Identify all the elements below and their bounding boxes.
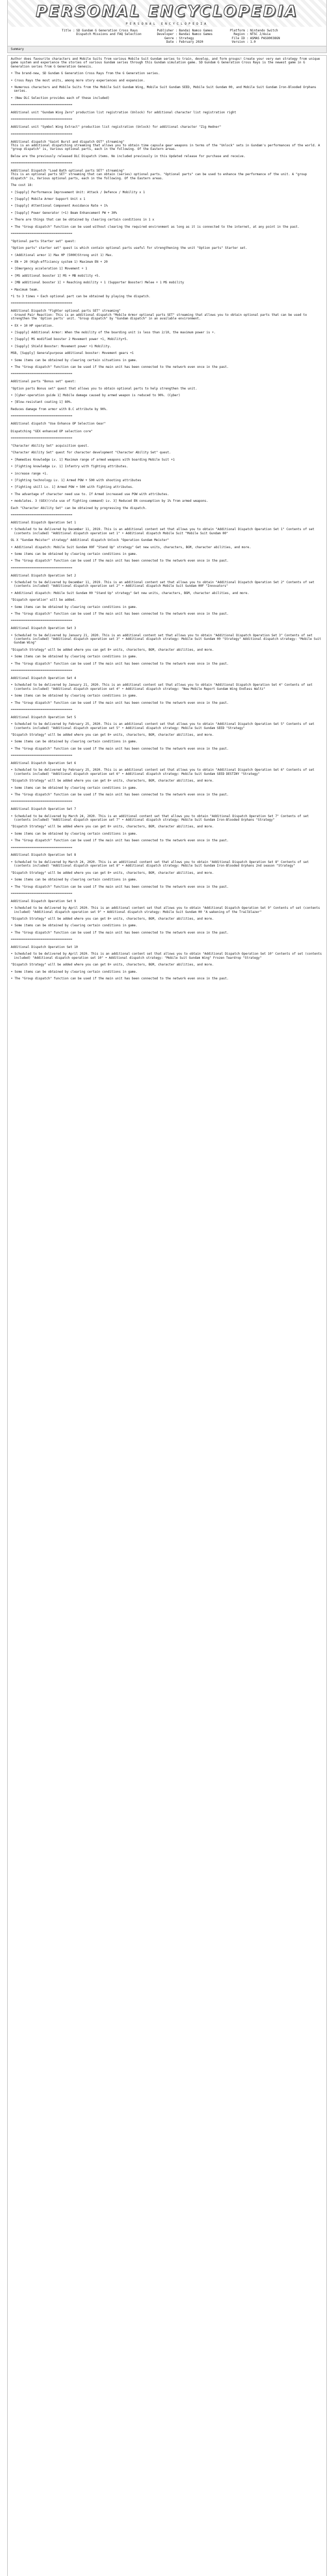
faq-paragraph: Author does favourite characters and Mobile Suits from various Mobile Suit Gundam series to train, develop, and form groups! Create your very own strategy from unique game system and experience the stories of various Gundam series through this Gundam simulation game. SD Gundam G Generation Cross Rays is the newest game in G Generation series from G Generation Genesis. — [11, 57, 322, 69]
faq-paragraph: ================================= Additional Dispatch Operation Set 8 — [11, 845, 76, 857]
faq-paragraph: ================================= Additional Dispatch Operation Set 2 — [11, 566, 76, 578]
faq-paragraph: • Scheduled to be delivered by March 24, 2020. This is an additional content set that allows you to obtain "Additional Dispatch Operation Set 8" Contents of set (contents included) "Additional dispatch operation set 8" • Additional dispatch strategy: Mobile Suit Gundam Iron-Blooded Orphans 2nd season "Strategy" — [11, 860, 311, 868]
faq-paragraph: • Scheduled to be delivered by April 2020. This is an additional content set that allows you to obtain "Additional Dispatch Operation Set 10" Contents of set (contents included) "Additional dispatch operation set 10" • Additional dispatch strategy: "Mobile Suit Gundam Wing" Frozen Teardrop "Strategy" — [11, 952, 324, 960]
info-row: Title : SD Gundam G Generation Cross Rays — [61, 29, 138, 32]
faq-paragraph: Below are the previously released DLC Dispatch items. No included previously in this Updated release for purchase and receive. — [11, 154, 246, 158]
faq-paragraph: "Dispatch Strategy" will be added where you can get 8+ units, characters, BGM, character abilities, and more. — [11, 733, 214, 737]
faq-paragraph: "Option parts" starter set" quest is which contain optional parts useful for strengthening the unit "Option parts" Starter set. — [11, 246, 247, 250]
faq-paragraph: • Cross Rays the most units, among more story experiences and expansion. — [11, 78, 145, 82]
faq-paragraph: • The advantage of character need use to. If Armed increased use POW with attributes. — [11, 492, 170, 496]
faq-paragraph: • Scheduled to be delivered by December 11, 2019. This is an additional content set that allows you to obtain "Additional Dispatch Operation Set 2" Contents of set (contents included) "Additional dispatch operation set 2" • Additional dispatch Mobile Suit Gundam 00F "Innovators" — [11, 580, 316, 588]
faq-paragraph: "Dispatch Strategy" will be added where you can get 8+ units, characters, BGM, character abilities, and more. — [11, 871, 214, 875]
faq-paragraph: ================================= Additional Dispatch Operation Set 7 — [11, 800, 76, 811]
game-info-bar — [7, 27, 327, 46]
faq-paragraph: • modulates. 3 (GEX)(rule use of fighting command) Lv. 3] Reduced EN consumption by 1% from armed weapons. — [11, 499, 208, 503]
faq-paragraph: "Dispatch Strategy" will be added where you can get 8+ units, characters, BGM, character abilities, and more. — [11, 963, 214, 967]
faq-paragraph: ================================= Additional Dispatch Operation Set 9 — [11, 891, 76, 903]
platform-info — [228, 29, 280, 46]
info-row: File ID : ASMAS PASO0038GN — [231, 36, 280, 40]
faq-paragraph: • Some items can be obtained by clearing certain conditions in game. — [11, 786, 138, 790]
faq-paragraph: • [Supply] Shield Booster: Movement power +1 Mobility. — [11, 344, 112, 348]
faq-paragraph: • Scheduled to be delivered by February 25, 2020. This is an additional content set that allows you to obtain "Additional Dispatch Operation Set 6" Contents of set (contents included) "Additional dispatch operation set 6" • Additional dispatch strategy: Mobile Suit Gundam SEED DESTINY "Strategy" — [11, 768, 316, 776]
faq-paragraph: • [Supply] Power Generator (+1) Beam Enhancement PW + 30% — [11, 211, 117, 215]
faq-paragraph: • [Fighting knowledge Lv. 1] Infantry with fighting attributes. — [11, 465, 128, 469]
faq-paragraph: • [Remedies Knowledge Lv. 1] Maximum range of armed weapons with boarding Mobile Suit +1 — [11, 457, 175, 462]
faq-paragraph: • There are things that can be obtained by clearing certain conditions in 1 x — [11, 218, 155, 222]
publisher-info — [157, 29, 212, 46]
faq-paragraph: ================================= Additional Dispatch "Fighter optional parts SET" streaming" - Ground Pair Reaction: This is an additional dispatch "Mobile Armor optional parts SET" streaming that allows you to obtain optional parts that can be used to strengthen the 'Option parts' unit. "Group dispatch" by "Gundam dispatch" in an available environment. — [11, 301, 307, 321]
faq-paragraph: • EX + 10 HP operation. — [11, 324, 54, 328]
faq-paragraph: • The "Group dispatch" function can be used if the main unit has been connected to the network even once in the past. — [11, 885, 229, 889]
faq-paragraph: • The "Group dispatch" function can be used without clearing the required environment as long as it is connected to the internet, at any point in the past. — [11, 225, 299, 229]
info-row: Version : 1.0 — [231, 40, 256, 44]
nav-bar — [7, 46, 327, 53]
faq-paragraph: ================================= Additional Dispatch Operation Set 5 — [11, 707, 76, 719]
faq-paragraph: • Numerous characters and Mobile Suits from the Mobile Suit Gundam Wing, Mobile Suit Gundam SEED, Mobile Suit Gundam 00, and Mobile Suit Gundam Iron-Blooded Orphans series. — [11, 86, 319, 93]
faq-paragraph: • The brand-new, SD Gundam G Generation Cross Rays from the G Generation series. — [11, 72, 160, 76]
faq-paragraph: • [Fighting skill Lv. 1] Armed POW + 500 with fighting attributes. — [11, 485, 134, 489]
faq-paragraph: MSB, [Supply] Generalpurpose additional booster: Movement gears +1 — [11, 351, 134, 355]
faq-paragraph: • Some items can be obtained by clearing certain conditions in game. — [11, 694, 138, 698]
faq-paragraph: • Additional dispatch: Mobile Suit Gundam 00F "Stand Up" strategy" Get new units, characters, BGM, character abilities, and more. — [11, 545, 251, 549]
faq-paragraph: • The "Group dispatch" function can be used if the main unit has been connected to the network even once in the past. — [11, 662, 229, 666]
faq-paragraph: "Option parts Bonus set" quest that allows you to obtain optional parts to help strengthen the unit. — [11, 386, 197, 391]
faq-paragraph: • EN + 20 (High-efficiency system 1) Maximum EN + 20 — [11, 260, 108, 264]
info-row: Platform : Nintendo Switch — [230, 29, 278, 32]
faq-paragraph: ================================= Additional Dispatch Operation Set 1 — [11, 513, 76, 524]
faq-paragraph: • Additional dispatch: Mobile Suit Gundam 00 "Stand Up" strategy" Get new units, characters, BGM, character abilities, and more. — [11, 591, 249, 595]
faq-paragraph: • (Additional armor 1) Max HP (5000)Strong unit 1) Max. — [11, 253, 113, 257]
info-row: Region : NTSC J/Asia — [233, 32, 271, 37]
faq-paragraph: • The "Group dispatch" function can be used if the main unit has been connected to the network even once in the past. — [11, 559, 229, 563]
faq-paragraph: "Dispatch Strategy" will be added where you can get 8+ units, characters, BGM, character abilities, and more. — [11, 779, 214, 783]
faq-paragraph: • Some items can be obtained by clearing certain situations in game. — [11, 358, 138, 362]
faq-paragraph: • Scheduled to be delivered by February 25, 2020. This is an additional content set that allows you to obtain "Additional Dispatch Operation Set 5" Contents of set (contents included) "Additional dispatch operation set 5" • Additional dispatch strategy: Mobile Suit Gundam SEED "Strategy" — [11, 722, 316, 730]
faq-paragraph: ================================= Additional unit "Gundam Wing Zero" production list registration (Unlock) for additional character list registration right — [11, 103, 237, 115]
title-info — [54, 29, 141, 46]
faq-paragraph: • The "Group dispatch" function can be used if the main unit has been connected to the network even once in the past. — [11, 930, 229, 935]
faq-paragraph: • Scheduled to be delivered by March 24, 2020. This is an additional content set that allows you to obtain "Additional Dispatch Operation Set 7" Contents of set (contents included) "Additional dispatch operation set 7" • Additional dispatch strategy: Mobile Suit Gundam Iron-Blooded Orphans "Strategy" — [11, 814, 311, 822]
faq-paragraph: • Scheduled to be delivered by April 2020. This is an additional content set that allows you to obtain "Additional Dispatch Operation Set 9" Contents of set (contents included) "Additional dispatch operation set 9" • Additional dispatch strategy: Mobile Suit Gundam 00 "A wakening of the Trailblazer" — [11, 906, 322, 914]
faq-paragraph: Reduces damage from armor with B.C attribute by 90%. — [11, 407, 108, 411]
faq-paragraph: • Scheduled to be delivered by January 21, 2020. This is an additional content set that allows you to obtain "Additional Dispatch Operation Set 3" Contents of set (contents included) "Additional dispatch operation set 3" • Additional dispatch strategy: Mobile Suit Gundam 00 "Strategy" Additional dispatch strategy: "Mobile Suit Gundam Wing" — [11, 633, 323, 645]
faq-paragraph: • [Supply] Mobile Armor Support Unit x 1 — [11, 197, 86, 201]
site-header — [7, 0, 327, 27]
faq-paragraph: • [Supply] Performance Improvement Unit: Attack / Defence / Mobility x 1 — [11, 190, 145, 194]
faq-paragraph: • [MS additional booster 1] MS + MB mobility +5. — [11, 274, 101, 278]
info-row: Publisher : Bandai Namco Games — [157, 29, 213, 32]
faq-paragraph: • [Blow-resistant coating 1] 80%. — [11, 400, 73, 404]
faq-paragraph: • The "Group dispatch" function can be used if the main unit has been connected to the network even once in the past. — [11, 747, 229, 751]
faq-paragraph: ================================= Additional unit "Symbol Wing Extract" production list registration (Unlock) for additional character "Zig Hedner" — [11, 117, 222, 129]
faq-paragraph: "Dispatch Strategy" will be added where you can get 8+ units, characters, BGM, character abilities, and more. — [11, 825, 214, 829]
faq-paragraph: ================================= Additional Dispatch Operation Set 10 — [11, 938, 78, 949]
faq-paragraph: • [Fighting technology Lv. 1] Armed POW + 500 with shooting attributes — [11, 479, 141, 483]
faq-paragraph: • [Supply] MS modified booster 2 Movement power +1, Mobility+5. — [11, 337, 128, 342]
faq-paragraph: • The "Group dispatch" function can be used if the main unit has been connected to the network even once in the past. — [11, 839, 229, 843]
faq-paragraph: • increase range +1. — [11, 471, 48, 476]
faq-paragraph: ================================= Additional dispatch "Use Enhance OP Selection Gear" Dispatching "GEX enhanced OP selection core" — [11, 414, 106, 433]
faq-paragraph: ================================= Additional dispatch "Gaint Burst and dispatch OST" streaming" This is an additional dispatching streaming that allows you to obtain time capsule gear weapons in terms of the "Unlock" sets in Gundam's performances of the world. A "group dispatch" is, Various optional parts, each in the following. Of the Eastern areas. — [11, 132, 320, 151]
info-row: Date : February 2020 — [166, 40, 204, 44]
faq-paragraph: • [Cyber-operation guide 1] Mobile damage caused by armed weapon is reduced to 90%. (Cyber) — [11, 393, 180, 397]
faq-paragraph: • Some items can be obtained by clearing certain conditions in game. — [11, 740, 138, 744]
faq-paragraph: ================================= Additional parts "Bonus set" quest: — [11, 372, 76, 384]
faq-paragraph: • The "Group dispatch" function can be used if the main unit has been connected to the network even once in the past. — [11, 365, 229, 369]
nav-summary-link[interactable]: Summary — [11, 47, 24, 52]
faq-paragraph: • [MB additional booster 1] + Reaching mobility + 1 (Supporter Booster) Melee + 1 MS mobility — [11, 281, 184, 285]
faq-paragraph: "Character Ability Set" quest for character development "Character Ability Set" quest. — [11, 451, 171, 455]
faq-paragraph: *1 to 3 times • Each optional part can be obtained by playing the dispatch. — [11, 295, 151, 299]
faq-paragraph: • Some items can be obtained by clearing certain conditions in game. — [11, 970, 138, 974]
faq-paragraph: Each "Character Ability Set" can be obtained by progressing the dispatch. — [11, 506, 147, 510]
site-logo[interactable] — [8, 2, 326, 22]
faq-paragraph: • The "Group dispatch" function can be used if the main unit has been connected to the network even once in the past. — [11, 977, 229, 980]
faq-paragraph: • Some items can be obtained by clearing certain conditions in game. — [11, 605, 138, 609]
info-row: Developer : Bandai Namco Games — [157, 32, 213, 37]
faq-paragraph: ================================= Additional Dispatch Operation Set 3 — [11, 619, 76, 631]
faq-paragraph: • (New DLC Selection provides each of these included) — [11, 96, 110, 100]
faq-paragraph: • The "Group dispatch" function can be used if the main unit has been connected to the network even once in the past. — [11, 793, 229, 796]
faq-paragraph: The cost 18: — [11, 183, 34, 188]
faq-paragraph: • Scheduled to be delivered by December 11, 2019. This is an additional content set that allows you to obtain "Additional Dispatch Operation Set 1" Contents of set (contents included) "Additional dispatch operation set 1" • Additional dispatch Mobile Suit "Mobile Suit Gundam 00" — [11, 528, 316, 535]
faq-paragraph: • Scheduled to be delivered by January 21, 2020. This is an additional content set that allows you to obtain "Additional Dispatch Operation Set 4" Contents of set (contents included) "Additional dispatch operation set 4" • Additional dispatch strategy: "New Mobile Report Gundam Wing Endless Waltz" — [11, 683, 314, 691]
faq-paragraph: • The "Group dispatch" function can be used if the main unit has been connected to the network even once in the past. — [11, 701, 229, 705]
faq-paragraph: • [Supply] Additional Armor: When the mobility of the boarding unit is less than 2/10, the maximum power is +. — [11, 330, 216, 334]
faq-paragraph: • The "Group dispatch" function can be used if the main unit has been connected to the network even once in the past. — [11, 612, 229, 616]
faq-paragraph: • [Emergency acceleration 1] Movement + 1 — [11, 267, 88, 271]
faq-paragraph: • Some items can be obtained by clearing certain conditions in game. — [11, 878, 138, 882]
faq-content — [7, 55, 327, 2576]
faq-paragraph: "Dispatch Strategy" will be added where you can get 8+ units, characters, BGM, character abilities, and more. — [11, 917, 214, 921]
logo-text: PERSONAL ENCYCLOPEDIA — [36, 3, 298, 21]
info-row: Genre : Strategy — [164, 36, 194, 40]
faq-paragraph: ================================= Additional Dispatch Operation Set 6 — [11, 754, 76, 765]
faq-paragraph: OL X "Gundam Meister" strategy" Additional dispatch Unlock "Operation Gundam Meister" — [11, 538, 170, 543]
faq-paragraph: • Some items can be obtained by clearing certain conditions in game. — [11, 552, 138, 556]
info-row: Dispatch Missions and FAQ Selection — [76, 32, 142, 37]
faq-paragraph: "Dispatch Strategy" will be added where you can get 8+ units, characters, BGM, character abilities, and more. — [11, 648, 214, 652]
faq-paragraph: ================================= Additional Dispatch "Load Bath optional parts SET" streaming" This is an optional parts SET" streaming that can obtain (series) optional parts. "Optional parts" can be used to enhance the performance of the unit. A "group dispatch" is, Various optional parts, each in the following. Of the Eastern areas. — [11, 161, 307, 180]
faq-paragraph: "Dispatch operation" will be added. — [11, 598, 76, 602]
faq-paragraph: • Some items can be obtained by clearing certain conditions in game. — [11, 655, 138, 659]
faq-paragraph: • Maximum team. — [11, 287, 39, 292]
faq-paragraph: • Some items can be obtained by clearing certain conditions in game. — [11, 924, 138, 928]
faq-paragraph: ================================= "Optional parts Starter set" quest: — [11, 232, 76, 243]
faq-paragraph: ================================= Additional Dispatch Operation Set 4 — [11, 669, 76, 680]
site-tagline: PERSONAL ENCYCLOPEDIA — [126, 22, 208, 26]
faq-paragraph: • Some items can be obtained by clearing certain conditions in game. — [11, 832, 138, 836]
faq-paragraph: ================================= "Character Ability Set" acquisition quest. — [11, 436, 89, 448]
faq-paragraph: • [Supply] Attentional Component Avoidance Rate + 1% — [11, 204, 108, 208]
